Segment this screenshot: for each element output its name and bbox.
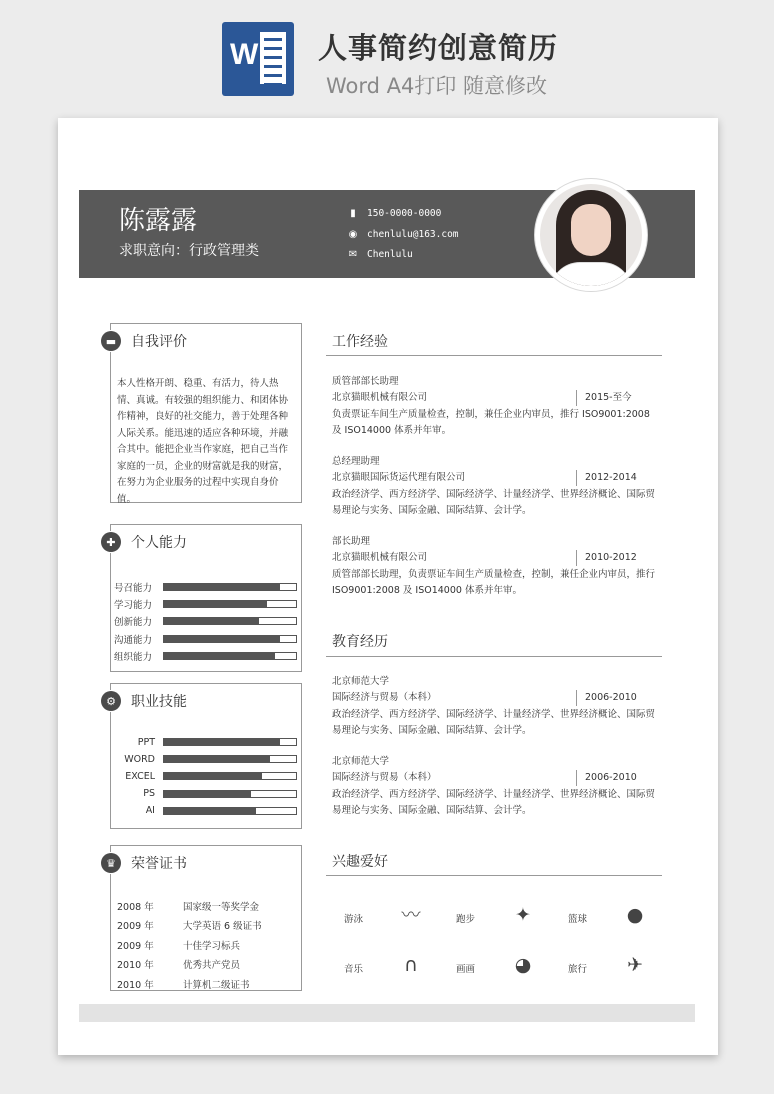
skill-label: 创新能力: [114, 617, 153, 629]
education-entry: 北京师范大学 国际经济与贸易（本科） 2006-2010 政治经济学、西方经济学、国际经济学、计量经济学、世界经济概论、国际贸易理论与实务、国际金融、国际结算、会计学。: [332, 756, 656, 816]
skill-bar-row: [111, 579, 162, 595]
education-title: 教育经历: [332, 634, 388, 650]
skill-label: PS: [143, 788, 155, 800]
user-plus-icon: ✚: [101, 532, 121, 552]
honor-row: 2009 年 十佳学习标兵: [117, 940, 241, 952]
word-app-icon: W: [222, 22, 294, 96]
work-entry: 质管部部长助理 北京猫眼机械有限公司 2015-至今 负责票证车间生产质量检查，控制，兼任企业内审员，推行 ISO9001:2008 及 ISO14000 体系并年审。: [332, 376, 650, 436]
work-entry: 总经理助理 北京猫眼国际货运代理有限公司 2012-2014 政治经济学、西方经济学、国际经济学、计量经济学、世界经济概论、国际贸易理论与实务、国际金融、国际结算、会计学。: [332, 456, 656, 516]
self-eval-box: [105, 323, 302, 505]
banner-title: 人事简约创意简历: [318, 31, 559, 65]
skill-bar-track: [163, 790, 297, 798]
hobbies-title: 兴趣爱好: [332, 854, 388, 870]
skill-label: WORD: [124, 753, 155, 765]
headphones-icon: ∩: [404, 954, 418, 976]
mail-icon: ✉: [348, 249, 358, 260]
self-eval-title: 自我评价: [131, 334, 187, 350]
swimming-icon: 〰: [401, 904, 421, 926]
phone-icon: ▮: [350, 208, 356, 219]
skill-bar-fill: [164, 618, 259, 624]
skill-bar-track: [163, 583, 297, 591]
basketball-icon: ●: [626, 904, 644, 926]
hobby-label: 画画: [456, 964, 476, 975]
skill-bar-row: [111, 751, 155, 767]
skill-bar-track: [163, 755, 297, 763]
honor-row: 2010 年 优秀共产党员: [117, 960, 241, 972]
skill-bar-row: [111, 631, 162, 647]
contact-phone: ▮ 150-0000-0000: [347, 208, 441, 219]
skill-bar-fill: [164, 584, 280, 590]
hobby-label: 游泳: [344, 914, 364, 925]
skill-bar-row: [111, 768, 155, 784]
self-eval-text: 本人性格开朗、稳重、有活力，待人热情、真诚。有较强的组织能力、和团体协作精神，良好的社交能力，善于处理各种人际关系。能迅速的适应各种环境，并融合其中。能把企业当作家庭，把自己当作家庭的一员，企业的财富就是我的财富，在努力为企业服务的过程中实现自身价值。: [117, 378, 289, 505]
candidate-name: 陈露露: [119, 206, 198, 236]
wechat-icon: ◉: [348, 229, 358, 240]
hobby-label: 旅行: [568, 964, 588, 975]
skill-bar-row: [111, 648, 162, 664]
skill-label: 组织能力: [114, 651, 153, 663]
hobby-label: 篮球: [568, 914, 588, 925]
honors-list: [117, 896, 297, 994]
skill-bar-row: [111, 613, 162, 629]
work-divider: [326, 355, 662, 356]
footer-bar: [79, 1004, 695, 1022]
hobbies-divider: [326, 875, 662, 876]
skills-box: [106, 683, 302, 829]
skill-bar-fill: [164, 653, 275, 659]
contact-email: ◉ chenlulu@163.com: [348, 229, 459, 240]
trophy-icon: ♛: [101, 853, 121, 873]
skill-bar-track: [163, 807, 297, 815]
skill-bar-row: [111, 786, 155, 802]
honor-row: 2008 年 国家级一等奖学金: [117, 901, 260, 913]
palette-icon: ◕: [514, 954, 532, 976]
skill-bar-fill: [164, 739, 280, 745]
skill-bar-row: [111, 734, 155, 750]
skill-bar-row: [111, 803, 155, 819]
honors-box: [106, 845, 302, 991]
skill-bar-track: [163, 738, 297, 746]
chat-bubble-icon: ▬: [101, 331, 121, 351]
skill-label: PPT: [137, 736, 155, 748]
job-intent: 求职意向：行政管理类: [119, 243, 259, 259]
work-entry: 部长助理 北京猫眼机械有限公司 2010-2012 质管部部长助理，负责票证车间生产质量检查，控制，兼任企业内审员，推行 ISO9001:2008 及 ISO14000 体系并年审。: [332, 536, 656, 596]
airplane-icon: ✈: [627, 954, 643, 976]
banner-subtitle: Word A4打印 随意修改: [326, 74, 548, 98]
skill-bar-fill: [164, 791, 251, 797]
skill-bar-fill: [164, 636, 280, 642]
education-divider: [326, 656, 662, 657]
abilities-title: 个人能力: [131, 535, 187, 551]
skill-bar-track: [163, 772, 297, 780]
education-entry: 北京师范大学 国际经济与贸易（本科） 2006-2010 政治经济学、西方经济学、国际经济学、计量经济学、世界经济概论、国际贸易理论与实务、国际金融、国际结算、会计学。: [332, 676, 656, 736]
skill-bar-fill: [164, 773, 262, 779]
hobby-label: 跑步: [456, 914, 476, 925]
skill-bar-track: [163, 635, 297, 643]
skill-bar-track: [163, 652, 297, 660]
honor-row: 2010 年 计算机二级证书: [117, 979, 250, 991]
skill-label: AI: [145, 805, 155, 817]
profile-photo: [534, 178, 648, 292]
hobby-label: 音乐: [344, 964, 364, 975]
skill-bar-fill: [164, 601, 267, 607]
abilities-box: [106, 524, 302, 672]
skill-label: 学习能力: [114, 600, 153, 612]
running-icon: ✦: [515, 904, 531, 926]
hobbies-grid: [326, 896, 662, 1016]
skill-label: 号召能力: [114, 583, 153, 594]
gear-icon: ⚙: [101, 691, 121, 711]
resume-page: [58, 118, 718, 1055]
skill-bar-fill: [164, 756, 270, 762]
skill-label: EXCEL: [125, 770, 155, 782]
work-title: 工作经验: [332, 334, 388, 350]
skill-bar-row: [111, 596, 162, 612]
skill-bar-fill: [164, 808, 256, 814]
skill-bar-track: [163, 617, 297, 625]
skill-label: 沟通能力: [114, 634, 153, 646]
honors-title: 荣誉证书: [131, 856, 187, 872]
contact-wechat: ✉ Chenlulu: [348, 249, 413, 260]
honor-row: 2009 年 大学英语 6 级证书: [117, 921, 262, 933]
skill-bar-track: [163, 600, 297, 608]
promo-banner: [0, 0, 774, 112]
skills-title: 职业技能: [131, 694, 187, 710]
